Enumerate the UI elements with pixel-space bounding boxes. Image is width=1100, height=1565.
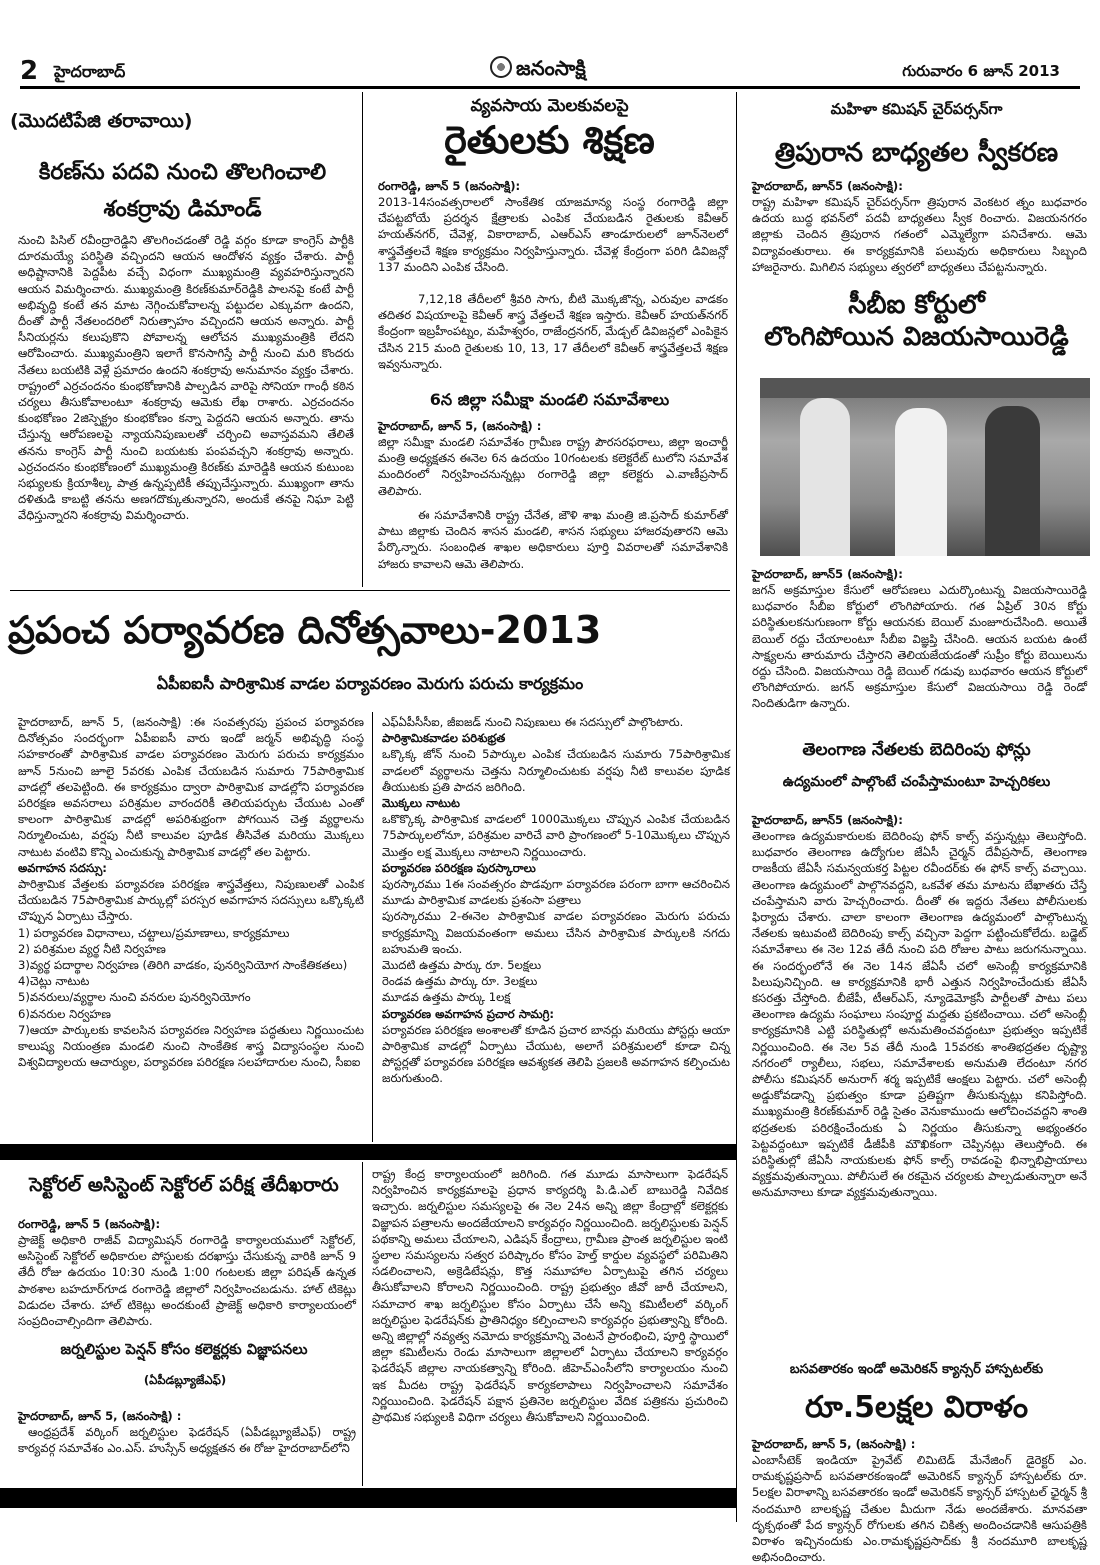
masthead-logo-icon <box>490 56 512 78</box>
banner-right-para: పర్యావరణ పరిరక్షణ అంశాలతో కూడిన ప్రచార బానర్లు మరియు పోస్టర్లు ఆయా పారిశ్రామిక వాడల్లో ఏర్పాటు చేయుట, అలాగే పరిశ్రమలలో కూడా చిన్న పోస్టర్లతో పర్యావరణ పరిరక్షణ ఆవశ్యకత తెలిపి ప్రజలకి అవగాహన కల్పించుట జరుగుతుంది. <box>382 1022 730 1086</box>
photo-foliage <box>760 378 1090 398</box>
banner-top-rule <box>10 590 730 591</box>
bottom-body: ప్రాజెక్ట్ అధికారి రాజీవ్ విద్యామిషన్ రంగారెడ్డి కార్యాలయములో సెక్టోరల్, అసిస్టెంట్ సెక్టోరల్ అధికారుల పోస్టులకు దరఖాస్తు చేసుకున్న వారికి జూన్ 9 తేదీ రోజు ఉదయం 10:30 నుండి 1:00 గంటలకు జిల్లా పరిషత్ ఉన్నత పాఠశాల బహదూర్‌గూడ రంగారెడ్డి జిల్లాలో నిర్వహించబడును. హాల్ టికెట్లు విడుదల చేశారు. హాల్ టికెట్లు అందకుంటే ప్రాజెక్ట్ అధికారి కార్యాలయంలో సంప్రదించాల్సిందిగా తెలిపారు. <box>18 1233 356 1329</box>
banner-left-list-title: అవగాహన సదస్సు: <box>18 860 107 875</box>
col3-dateline: హైదరాబాద్, జూన్5 (జనంసాక్షి): <box>752 179 903 193</box>
news-photo <box>760 378 1090 556</box>
banner-right-heading: మొక్కలు నాటుట <box>382 796 460 811</box>
bottom-sub-body: ఆంధ్రప్రదేశ్ వర్కింగ్ జర్నలిస్టుల ఫెడరేషన్ (ఏపీడబ్ల్యూజేఎఫ్) రాష్ట్ర కార్యవర్గ సమావేశం ఎం.ఎస్. హుస్సేన్ అధ్యక్షతన ఈ రోజు హైదరాబాద్‌లోని <box>18 1425 356 1456</box>
banner-left-list-item: 1) పర్యావరణ విధానాలు, చట్టాలు/ప్రమాణాలు, కార్యక్రమాలు <box>18 925 290 940</box>
photo-figure-1 <box>800 398 850 556</box>
bottom-sub-headline: జర్నలిస్టుల పెన్షన్ కోసం కలెక్టర్లకు విజ్ఞాపనలు <box>60 1342 308 1358</box>
masthead-title: జనంసాక్షి <box>516 56 586 80</box>
col2-sub-body-2: ఈ సమావేశానికి రాష్ట్ర చేనేత, జౌళి శాఖ మంత్రి జి.ప్రసాద్ కుమార్‌తో పాటు జిల్లాకు చెందిన శాసన మండలి, శాసన సభ్యులు హాజరవుతారని ఆమె పేర్కొన్నారు. సంబంధిత శాఖల అధికారులు పూర్తి వివరాలతో సమావేశానికి హాజరు కావాలని ఆమె తెలిపారు. <box>378 508 728 571</box>
banner-right-para: ఒకొక్కొక్క పారిశ్రామిక వాడలలో 1000మొక్కలు చొప్పున ఎంపిక చేయబడిన 75పార్కులలోనూ, పరిశ్రమల వారిచే వారి ప్రాంగణంలో 5-10మొక్కలు చొప్పున మొత్తం లక్ష మొక్కలు నాటాలని నిర్ణయించారు. <box>382 812 730 859</box>
bottom-sub-dateline: హైదరాబాద్, జూన్ 5, (జనంసాక్షి) : <box>18 1409 182 1423</box>
banner-left-list-item: 5)వనరులు/వ్యర్థాల నుంచి వనరుల పునర్వినియోగం <box>18 990 251 1005</box>
col2-sub-dateline: హైదరాబాద్, జూన్ 5, (జనంసాక్షి) : <box>378 419 542 433</box>
col3-headline: త్రిపురాన బాధ్యతల స్వీకరణ <box>774 138 1059 168</box>
col1-headline-2: శంకర్రావు డిమాండ్ <box>103 197 262 222</box>
banner-right-intro: ఎఫ్‌ఏపీసీసీఐ, జీఐజడ్ నుంచి నిపుణులు ఈ సదస్సులో పాల్గొంటారు. <box>382 715 684 729</box>
col3d-body: ఎంబాసీటెక్ ఇండియా ప్రైవేట్ లిమిటెడ్ మేనేజింగ్ డైరెక్టర్ ఎం. రామకృష్ణప్రసాద్ బసవతారకంఇండో అమెరికన్ క్యాన్సర్ హాస్పటల్‌కు రూ. 5లక్షల విరాళాన్ని బసవతారకం ఇండో అమెరికన్ క్యాన్సర్ హాస్పటల్ ఛైర్మన్ శ్రీ నందమూరి బాలకృష్ణ చేతుల మీదుగా నేడు అందజేశారు. మానవతా దృక్పథంతో పేద క్యాన్సర్ రోగులకు తగిన చికిత్స అందించడానికి ఆసుపత్రికి విరాళం ఇచ్చినందుకు ఎం.రామకృష్ణప్రసాద్‌కు శ్రీ నందమూరి బాలకృష్ణ అభినందించారు. <box>752 1453 1087 1565</box>
banner-left-list-item: 2) పరిశ్రమల వ్యర్థ నీటి నిర్వహణ <box>18 941 166 956</box>
bottom-bottom-bar <box>0 1488 736 1508</box>
bottom-headline: సెక్టోరల్ అసిస్టెంట్ సెక్టోరల్ పరీక్ష తేదీఖరారు <box>29 1174 339 1196</box>
col3-kicker: మహిళా కమిషన్ చైర్‌పర్సన్‌గా <box>830 100 1003 118</box>
banner-right <box>382 714 730 1142</box>
banner-divider <box>372 712 373 1142</box>
col3c-body: తెలంగాణ ఉద్యమకారులకు బెదిరింపు ఫోన్ కాల్స్ వస్తున్నట్లు తెలుస్తోంది. బుధవారం తెలంగాణ ఉద్యోగుల జేఏసీ చైర్మన్ దేవీప్రసాద్, తెలంగాణ రాజకీయ జేఏసీ సమన్వయకర్త పిట్టల రవీందర్‌కు ఈ ఫోన్ కాల్స్ వచ్చాయి. తెలంగాణ ఉద్యమంలో పాల్గొనవద్దని, ఒకవేళ తమ మాటను బేఖాతరు చేస్తే చంపేస్తామని వారు హెచ్చరించారు. దీంతో ఈ ఇద్దరు నేతలు పోలీసులకు ఫిర్యాదు చేశారు. చాలా కాలంగా తెలంగాణ ఉద్యమంలో పాల్గొంటున్న నేతలకు ఇటువంటి బెదిరింపు కాల్స్ వచ్చినా పెద్దగా పట్టించుకోలేదు. బడ్జెట్ సమావేశాలు ఈ నెల 12వ తేదీ నుంచి పది రోజుల పాటు జరుగనున్నాయి. ఈ సందర్భంలోనే ఈ నెల 14న జేఏసీ చలో అసెంబ్లీ కార్యక్రమానికి పిలుపునిచ్చింది. ఆ కార్యక్రమానికి భారీ ఎత్తున నిర్వహించేందుకు జేఏసీ కసరత్తు చేస్తోంది. బీజేపీ, టీఆర్‌ఎస్, న్యూడెమోక్రసీ పార్టీలతో పాటు పలు తెలంగాణ ఉద్యమ సంఘాలు సంపూర్ణ మద్దతు ప్రకటించాయి. చలో అసెంబ్లీ కార్యక్రమానికి ఎట్టి పరిస్థితుల్లో అనుమతించవద్దంటూ ప్రభుత్వం ఇప్పటికే నిర్ణయించింది. ఈ నెల 5వ తేదీ నుండి 15వరకు శాంతిభద్రతల దృష్ట్యా నగరంలో ర్యాలీలు, సభలు, సమావేశాలకు అనుమతి లేదంటూ నగర పోలీసు కమిషనర్ అనురాగ్ శర్మ ఇప్పటికే ఆంక్షలు పెట్టారు. చలో అసెంబ్లీ అడ్డుకోవడాన్ని ప్రభుత్వం కూడా ప్రతిష్టగా తీసుకున్నట్లు కనిపిస్తోంది. ముఖ్యమంత్రి కిరణ్‌కుమార్ రెడ్డి సైతం వెనుకాముందు ఆలోచించవద్దని శాంతి భద్రతలకు పరిరక్షించేందుకు ఏ నిర్ణయం తీసుకున్నా అభ్యంతరం పెట్టవద్దంటూ ఇప్పటికే డీజీపీకి మౌఖికంగా చెప్పినట్లు తెలుస్తోంది. ఈ పరిస్థితుల్లో జేఏసీ నాయకులకు ఫోన్ కాల్స్ రావడంపై భిన్నాభిప్రాయాలు వ్యక్తమవుతున్నాయి. పోలీసులే ఈ రకమైన చర్యలకు పాల్పడుతున్నారా అనే అనుమానాలు కూడా వ్యక్తమవుతున్నాయి. <box>752 829 1087 1200</box>
masthead <box>490 54 640 82</box>
banner-left-list-item: 3)వ్యర్థ పదార్థాల నిర్వహణ (తిరిగి వాడకం, పునర్వినియోగ సాంకేతికతలు) <box>18 958 348 973</box>
photo-figure-2 <box>895 408 947 556</box>
bottom-sub-tag: (ఏపీడబ్ల్యూజేఎఫ్) <box>143 1373 227 1387</box>
col3c-sub: ఉద్యమంలో పాల్గొంటే చంపేస్తామంటూ హెచ్చరికలు <box>782 774 1051 790</box>
col3d-headline: రూ.5లక్షల విరాళం <box>804 1390 1029 1425</box>
continued-label: (మొదటిపేజి తరావాయి) <box>10 110 193 132</box>
section-name: హైదరాబాద్ <box>54 62 126 81</box>
page-header <box>20 52 1080 88</box>
banner-right-heading: పర్యావరణ అవగాహన ప్రచార సామగ్రి: <box>382 1006 554 1021</box>
col2-body-2: 7,12,18 తేదీలలో శ్రీవరి సాగు, బీటి మొక్కజొన్న, ఎరువుల వాడకం తదితర విషయాలపై కెవీఆర్ శాస్త్ర వేత్తలచే శిక్షణ ఇస్తారు. కెవీఆర్ హయత్‌నగర్ కేంద్రంగా ఇబ్రహీంపట్నం, మహేశ్వరం, రాజేంద్రనగర్, మేడ్చల్ డివిజన్లలో ఎంపికైన చేసిన 215 మంది రైతులకు 10, 13, 17 తేదీలలో కెవీఆర్ శాస్త్రవేత్తలచే శిక్షణ ఇవ్వనున్నారు. <box>378 292 728 371</box>
banner-left-list-item: 4)చెట్లు నాటుట <box>18 974 90 989</box>
col3b-headline-1: సీబీఐ కోర్టులో <box>848 290 985 320</box>
col2-dateline: రంగారెడ్డి, జూన్ 5 (జనంసాక్షి): <box>378 179 521 193</box>
col3-body: రాష్ట్ర మహిళా కమిషన్ చైర్‌పర్సన్‌గా త్రిపురాన వెంకటర త్నం బుధవారం ఉదయ బుద్ధ భవన్‌లో పదవీ బాధ్యతలు స్వీక రించారు. విజయనగరం జిల్లాకు చెందిన త్రిపురాన గతంలో ఎమ్మెల్యేగా పనిచేశారు. ఆమె విద్యావంతురాలు. ఈ కార్యక్రమానికి పలువురు అధికారులు సిబ్బంది హాజరైనారు. మిగిలిన సభ్యులు త్వరలో బాధ్యతలు చేపట్టనున్నారు. <box>752 195 1087 274</box>
banner-left-list-intro: పారిశ్రామిక వేత్తలకు పర్యావరణ పరిరక్షణ శాస్త్రవేత్తలు, నిపుణులతో ఎంపిక చేయబడిన 75పారిశ్రామిక పార్కుల్లో పరస్పర అవగాహన సదస్సులు ఒక్కొక్కటి చొప్పున ఏర్పాటు చేస్తారు. <box>18 877 364 924</box>
page-date: గురువారం 6 జూన్ 2013 <box>902 62 1060 80</box>
col3b-dateline: హైదరాబాద్, జూన్5 (జనంసాక్షి): <box>752 567 903 581</box>
page-number: 2 <box>20 56 39 86</box>
col3c-headline: తెలంగాణ నేతలకు బెదిరింపు ఫోన్లు <box>802 740 1031 760</box>
bottom-dateline: రంగారెడ్డి, జూన్ 5 (జనంసాక్షి): <box>18 1217 161 1231</box>
col1-headline-1: కిరణ్‌ను పదవి నుంచి తొలగించాలి <box>38 160 327 185</box>
banner-right-para: పురస్కారము 1ఈ సంవత్సరం పొడవుగా పర్యావరణ పరంగా బాగా ఆచరించిన మూడు పారిశ్రామిక వాడలకు ప్రశంసా పత్రాలు <box>382 877 730 908</box>
banner-right-prize: రెండవ ఉత్తమ పార్కు రూ. 3లక్షలు <box>382 974 538 989</box>
banner-right-prize: మూడవ ఉత్తమ పార్కు 1లక్ష <box>382 990 511 1005</box>
bottom-divider <box>362 1162 363 1486</box>
col3d-kicker: బసవతారకం ఇండో అమెరికన్ క్యాన్సర్ హాస్పటల్‌కు <box>789 1362 1044 1377</box>
col1-body: నుంచి పిసిల్ రవీంద్రారెడ్డిని తొలగించడంతో రెడ్డి వర్గం కూడా కాంగ్రెస్ పార్టీకి దూరమయ్యే పరిస్థితి వచ్చిందని ఆయన ఆందోళన వ్యక్తం చేశారు. పార్టీ అధిష్టానానికి పెద్దపీట వచ్చే విధంగా ముఖ్యమంత్రి వ్యవహరిస్తున్నారని ఆయన విమర్శించారు. ముఖ్యమంత్రి కిరణ్‌కుమార్‌రెడ్డికి పాలనపై కంటే పార్టీ అభివృద్ధి కంటే తన మాట నెగ్గించుకోవాలన్న పట్టుదల ఎక్కువగా ఉందని, దీంతో పార్టీ నేతలందరిలో నిరుత్సాహం వచ్చిందని ఆయన అన్నారు. పార్టీ సీనియర్లను కలుపుకొని పోవాలన్న ఆలోచన ముఖ్యమంత్రికి లేదని ఆరోపించారు. ముఖ్యమంత్రిని ఇలాగే కొనసాగిస్తే పార్టీ నుంచి మరి కొందరు నేతలు బయటికి వెళ్లే ప్రమాదం ఉందని శంకర్రావు అనుమానం వ్యక్తం చేశారు. రాష్ట్రంలో ఎర్రచందనం కుంభకోణానికి పాల్పడిన వారిపై సోనియా గాంధీ కఠిన చర్యలు తీసుకోవాలంటూ శంకర్రావు ఆమెకు లేఖ రాశారు. ఎర్రచందనం కుంభకోణం 2జిస్పెక్ట్రం కుంభకోణం కన్నా పెద్దదని ఆయన అన్నారు. తాను చేస్తున్న ఆరోపణలపై న్యాయనిపుణులతో చర్చించి అవాస్తవమని తేలితే తనను కాంగ్రెస్ పార్టీ నుంచి బయటకు పంపవచ్చని శంకర్రావు అన్నారు. ఎర్రచందనం కుంభకోణంలో ముఖ్యమంత్రి కిరణ్‌కు మారెడ్డికి ఆయన కుటుంబ సభ్యులకు క్రియాశీల్క పాత్ర ఉన్నప్పటికీ తప్పుచేస్తున్నారు. ముఖ్యంగా తాను దళితుడి కాబట్టి తనను అణగదొక్కుతున్నారని, అందుకే తనపై నిఘా పెట్టి వేధిస్తున్నారని శంకర్రావు విమర్శించారు. <box>18 233 354 523</box>
col3b-headline-2: లొంగిపోయిన విజయసాయిరెడ్డి <box>764 322 1069 352</box>
bottom-right-body: రాష్ట్ర కేంద్ర కార్యాలయంలో జరిగింది. గత మూడు మాసాలుగా ఫెడరేషన్ నిర్వహించిన కార్యక్రమాలపై ప్రధాన కార్యదర్శి పి.డి.ఎల్ బాబురెడ్డి నివేదిక ఇచ్చారు. జర్నలిస్టుల సమస్యలపై ఈ నెల 24న అన్ని జిల్లా కేంద్రాల్లో కలెక్టర్లకు విజ్ఞాపన పత్రాలను అందజేయాలని కార్యవర్గం నిర్ణయించింది. జర్నలిస్టులకు పెన్షన్ పథకాన్ని అమలు చేయాలని, ఎడిషన్ కేంద్రాలు, గ్రామీణ ప్రాంత జర్నలిస్టుల ఇంటి స్థలాల సమస్యలను సత్వర పరిష్కారం కోసం హెల్త్ కార్డుల వ్యవస్థలో పరిమితిని సడలించాలని, అక్రెడిటేషన్లు, కొత్త సమూహాల ఏర్పాటుపై తగిన చర్యలు తీసుకోవాలని కోరాలని నిర్ణయించింది. రాష్ట్ర ప్రభుత్వం జీవో జారీ చేయాలని, సమాచార శాఖ జర్నలిస్టుల కోసం ఏర్పాటు చేసే అన్ని కమిటీలలో వర్కింగ్ జర్నలిస్టుల ఫెడరేషన్‌కు ప్రాతినిధ్యం కల్పించాలని కార్యవర్గం ప్రభుత్వాన్ని కోరింది. అన్ని జిల్లాల్లో నవ్యత్వ నమోదు కార్యక్రమాన్ని వెంటనే ప్రారంభించి, పూర్తి స్థాయిలో జిల్లా కమిటీలను రెండు మాసాలుగా జిల్లాలలో ఏర్పాటు చేయాలని కార్యవర్గం ఫెడరేషన్ జిల్లాల నాయకత్వాన్ని కోరింది. జీహెచ్‌ఎంసీలోని కార్యాలయం నుంచి ఇక మీదట రాష్ట్ర ఫెడరేషన్ కార్యకలాపాలు నిర్వహించాలని సమావేశం నిర్ణయించింది. ఫెడరేషన్ పక్షాన ప్రతినెల జర్నలిస్టుల వేదిక పత్రికను ప్రచురించి ప్రాథమిక సభ్యులకి విధిగా చర్యలు తీసుకోవాలని నిర్ణయించింది. <box>372 1167 728 1425</box>
col2-headline: రైతులకు శిక్షణ <box>444 118 655 162</box>
divider-col2 <box>736 92 737 1522</box>
col2-sub-headline: 6న జిల్లా సమీక్షా మండలి సమావేశాలు <box>429 390 670 409</box>
banner-left-tail: 7)ఆయా పార్కులకు కావలసిన పర్యావరణ నిర్వహణ పద్ధతులు నిర్ణయించుట కాలుష్య నియంత్రణ మండలి నుంచి సాంకేతిక శాస్త్ర విద్యాసంస్థల నుంచి విశ్వవిద్యాలయ ఆచార్యుల, పర్యావరణ పరిరక్షణ సలహాదారుల నుంచి, సీఐఐ <box>18 1022 364 1070</box>
divider-col1 <box>362 92 363 587</box>
banner-left <box>18 714 364 1142</box>
col3b-body: జగన్ అక్రమాస్తుల కేసులో ఆరోపణలు ఎదుర్కొంటున్న విజయసాయిరెడ్డి బుధవారం సీబీఐ కోర్టులో లొంగిపోయారు. గత ఏప్రిల్ 30న కోర్టు పరిస్థితులకనుగుణంగా కోర్టు ఆయనకు బెయిల్ మంజూరుచేసింది. అయితే బెయిల్ రద్దు చేయాలంటూ సీబీఐ విజ్ఞప్తి చేసింది. ఆయన బయట ఉంటే సాక్ష్యలను తారుమారు చేస్తారని తెలియజేయడంతో సుప్రీం కోర్టు బెయిలును రద్దు చేసింది. విజయసాయి రెడ్డి బెయిల్ గడువు బుధవారం ఆయన కోర్టులో లొంగిపోయారు. జగన్ అక్రమాస్తుల కేసులో విజయసాయి రెడ్డి రెండో నిందితుడిగా ఉన్నారు. <box>752 583 1087 711</box>
col2-kicker: వ్యవసాయ మెలకువలపై <box>470 96 629 116</box>
banner-right-heading: పారిశ్రామికవాడల పరిశుభ్రత <box>382 731 506 746</box>
banner-right-prize: మొదటి ఉత్తమ పార్కు రూ. 5లక్షలు <box>382 958 542 973</box>
banner-left-list-item: 6)వనరుల నిర్వహణ <box>18 1006 111 1021</box>
col2-body-1: 2013-14సంవత్సరాలలో సాంకేతిక యాజమాన్య సంస్థ రంగారెడ్డి జిల్లా చేపట్టబోయే ప్రదర్శన క్షేత్రాలకు ఎంపిక చేయబడిన రైతులకు కెవీఆర్ హయత్‌నగర్, చేవెళ్ల, వికారాబాద్, ఎఆర్‌ఎస్ తాండూరులలో జూన్‌నెలలో శాస్త్రవేత్తలచే శిక్షణ కార్యక్రమం నిర్వహిస్తున్నారు. చేవెళ్ల కేంద్రంగా పరిగి డివిజన్లో 137 మందిని ఎంపిక చేసింది. <box>378 195 728 274</box>
banner-sub: ఏపీఐఐసీ పారిశ్రామిక వాడల పర్యావరణం మెరుగు పరుచు కార్యక్రమం <box>156 674 584 693</box>
photo-figure-3 <box>985 406 1040 556</box>
col3d-dateline: హైదరాబాద్, జూన్ 5, (జనంసాక్షి) : <box>752 1437 916 1451</box>
header-rule <box>20 86 1080 89</box>
banner-right-para: ఒక్కొక్క జోన్ నుంచి 5పార్కుల ఎంపిక చేయబడిన సుమారు 75పారిశ్రామిక వాడలలో వ్యర్థాలను చెత్తను నిర్మూలించుటకు వర్షపు నీటి కాలువల పూడిక తీయుటకు ప్రతి పాదన జరిగింది. <box>382 747 730 794</box>
bottom-top-bar <box>0 1144 736 1160</box>
banner-right-heading: పర్యావరణ పరిరక్షణ పురస్కారాలు <box>382 860 536 875</box>
banner-left-body: హైదరాబాద్, జూన్ 5, (జనంసాక్షి) :ఈ సంవత్సరపు ప్రపంచ పర్యావరణ దినోత్సవం సందర్భంగా ఏపీఐఐసీ వారు ఇండో జర్మన్ అభివృద్ధి సంస్థ సహకారంతో పారిశ్రామిక వాడల పర్యావరణం మెరుగు పరుచు కార్యక్రమం జూన్ 5నుంచి జూలై 5వరకు ఎంపిక చేయబడిన సుమారు 75పారిశ్రామిక వాడల్లో తలపెట్టింది. ఈ కార్యక్రమం ద్వారా పారిశ్రామిక వాడల్లోని పర్యావరణ పరిరక్షణ అవసరాలు పరిశ్రమల వారందరికీ తెలియపర్చుట చేయుట ఎంతో కాలంగా పారిశ్రామిక వాడల్లో అపరిశుభ్రంగా పోగయిన చెత్త వ్యర్థాలను నిర్మూలించుట, వర్షపు నీటి కాలువల పూడిక తీసివేత మరియు మొక్కలు నాటుట వంటివి కొన్ని ఎంచుకున్న పారిశ్రామిక వాడల్లో తల పెట్టారు. <box>18 715 364 859</box>
col3c-dateline: హైదరాబాద్, జూన్5 (జనంసాక్షి): <box>752 813 903 827</box>
banner-right-para: పురస్కారము 2-ఈనెల పారిశ్రామిక వాడల పర్యావరణం మెరుగు పరుచు కార్యక్రమాన్ని విజయవంతంగా అమలు చేసిన పారిశ్రామిక పార్కులకి నగదు బహుమతి ఇంచు. <box>382 909 730 956</box>
col2-sub-body-1: జిల్లా సమీక్షా మండలి సమావేశం గ్రామీణ రాష్ట్ర పౌరసరఫరాలు, జిల్లా ఇంచార్జీ మంత్రి అధ్యక్షతన ఈనెల 6న ఉదయం 10గంటలకు కలెక్టరేట్ టులోని సమావేశ మందిరంలో నిర్వహించనున్నట్లు రంగారెడ్డి జిల్లా కలెక్టరు ఎ.వాణీప్రసాద్ తెలిపారు. <box>378 435 728 498</box>
banner-headline: ప్రపంచ పర్యావరణ దినోత్సవాలు-2013 <box>8 608 602 652</box>
